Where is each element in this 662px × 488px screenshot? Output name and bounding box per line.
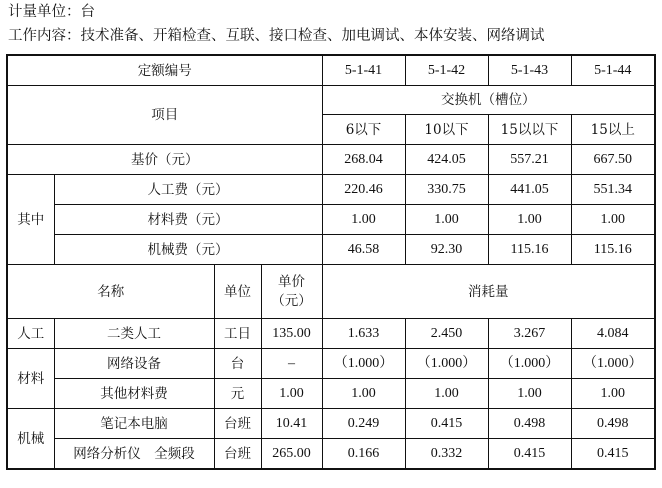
resource-unit: 工日 [214,319,261,349]
consumption-cell: 1.00 [488,379,571,409]
of-which-label: 其中 [7,175,54,265]
resource-name: 二类人工 [54,319,214,349]
cost-cell: 330.75 [405,175,488,205]
table-row [7,235,655,265]
consumption-cell: （1.000） [322,349,405,379]
work-content-line: 工作内容：技术准备、开箱检查、互联、接口检查、加电调试、本体安装、网络调试 [8,28,545,44]
quota-table [6,54,656,470]
table-row [7,145,655,175]
cost-label: 人工费（元） [54,175,322,205]
resource-name: 其他材料费 [54,379,214,409]
consumption-cell: 2.450 [405,319,488,349]
code-cell: 5-1-44 [571,55,655,86]
cost-cell: 1.00 [405,205,488,235]
cost-cell: 1.00 [322,205,405,235]
consumption-cell: （1.000） [571,349,655,379]
slot-option: 6以下 [322,115,405,145]
consumption-cell: 0.332 [405,439,488,470]
resource-price: 135.00 [261,319,322,349]
base-price-cell: 557.21 [488,145,571,175]
name-header: 名称 [7,265,214,319]
table-row [7,349,655,379]
consumption-cell: 1.00 [322,379,405,409]
cost-cell: 1.00 [488,205,571,235]
cost-cell: 46.58 [322,235,405,265]
resource-unit: 元 [214,379,261,409]
table-row [7,319,655,349]
consumption-cell: （1.000） [405,349,488,379]
base-price-label: 基价（元） [7,145,322,175]
consumption-cell: 0.415 [488,439,571,470]
slot-option: 15以上 [571,115,655,145]
category-machine: 机械 [7,409,54,470]
consumption-cell: 4.084 [571,319,655,349]
consumption-cell: 0.415 [571,439,655,470]
cost-label: 机械费（元） [54,235,322,265]
cost-cell: 441.05 [488,175,571,205]
consumption-cell: 0.166 [322,439,405,470]
table-row [7,86,655,115]
code-cell: 5-1-43 [488,55,571,86]
resource-unit: 台班 [214,409,261,439]
slot-option: 15以以下 [488,115,571,145]
group-label: 交换机（槽位） [322,86,655,115]
unit-header: 单位 [214,265,261,319]
slot-option: 10以下 [405,115,488,145]
cost-cell: 220.46 [322,175,405,205]
consumption-cell: 1.00 [405,379,488,409]
base-price-cell: 268.04 [322,145,405,175]
table-row [7,205,655,235]
consumption-cell: 1.633 [322,319,405,349]
consumption-cell: 0.249 [322,409,405,439]
code-cell: 5-1-42 [405,55,488,86]
resource-name: 网络分析仪 全频段 [54,439,214,470]
consumption-cell: 0.498 [571,409,655,439]
consumption-cell: 0.498 [488,409,571,439]
cost-cell: 1.00 [571,205,655,235]
table-row [7,55,655,86]
cost-cell: 551.34 [571,175,655,205]
base-price-cell: 424.05 [405,145,488,175]
table-row [7,409,655,439]
cost-cell: 115.16 [571,235,655,265]
resource-price: – [261,349,322,379]
table-row [7,265,655,319]
consumption-header: 消耗量 [322,265,655,319]
cost-cell: 92.30 [405,235,488,265]
table-row [7,175,655,205]
cost-label: 材料费（元） [54,205,322,235]
resource-unit: 台 [214,349,261,379]
category-material: 材料 [7,349,54,409]
unit-line: 计量单位：台 [8,4,95,20]
consumption-cell: （1.000） [488,349,571,379]
unit-price-header: 单价（元） [261,265,322,319]
resource-price: 10.41 [261,409,322,439]
resource-price: 265.00 [261,439,322,470]
category-labor: 人工 [7,319,54,349]
cost-cell: 115.16 [488,235,571,265]
table-row [7,379,655,409]
item-label: 项目 [7,86,322,145]
resource-price: 1.00 [261,379,322,409]
base-price-cell: 667.50 [571,145,655,175]
code-label: 定额编号 [7,55,322,86]
code-cell: 5-1-41 [322,55,405,86]
resource-unit: 台班 [214,439,261,470]
resource-name: 网络设备 [54,349,214,379]
consumption-cell: 1.00 [571,379,655,409]
table-row [7,439,655,470]
resource-name: 笔记本电脑 [54,409,214,439]
consumption-cell: 0.415 [405,409,488,439]
consumption-cell: 3.267 [488,319,571,349]
